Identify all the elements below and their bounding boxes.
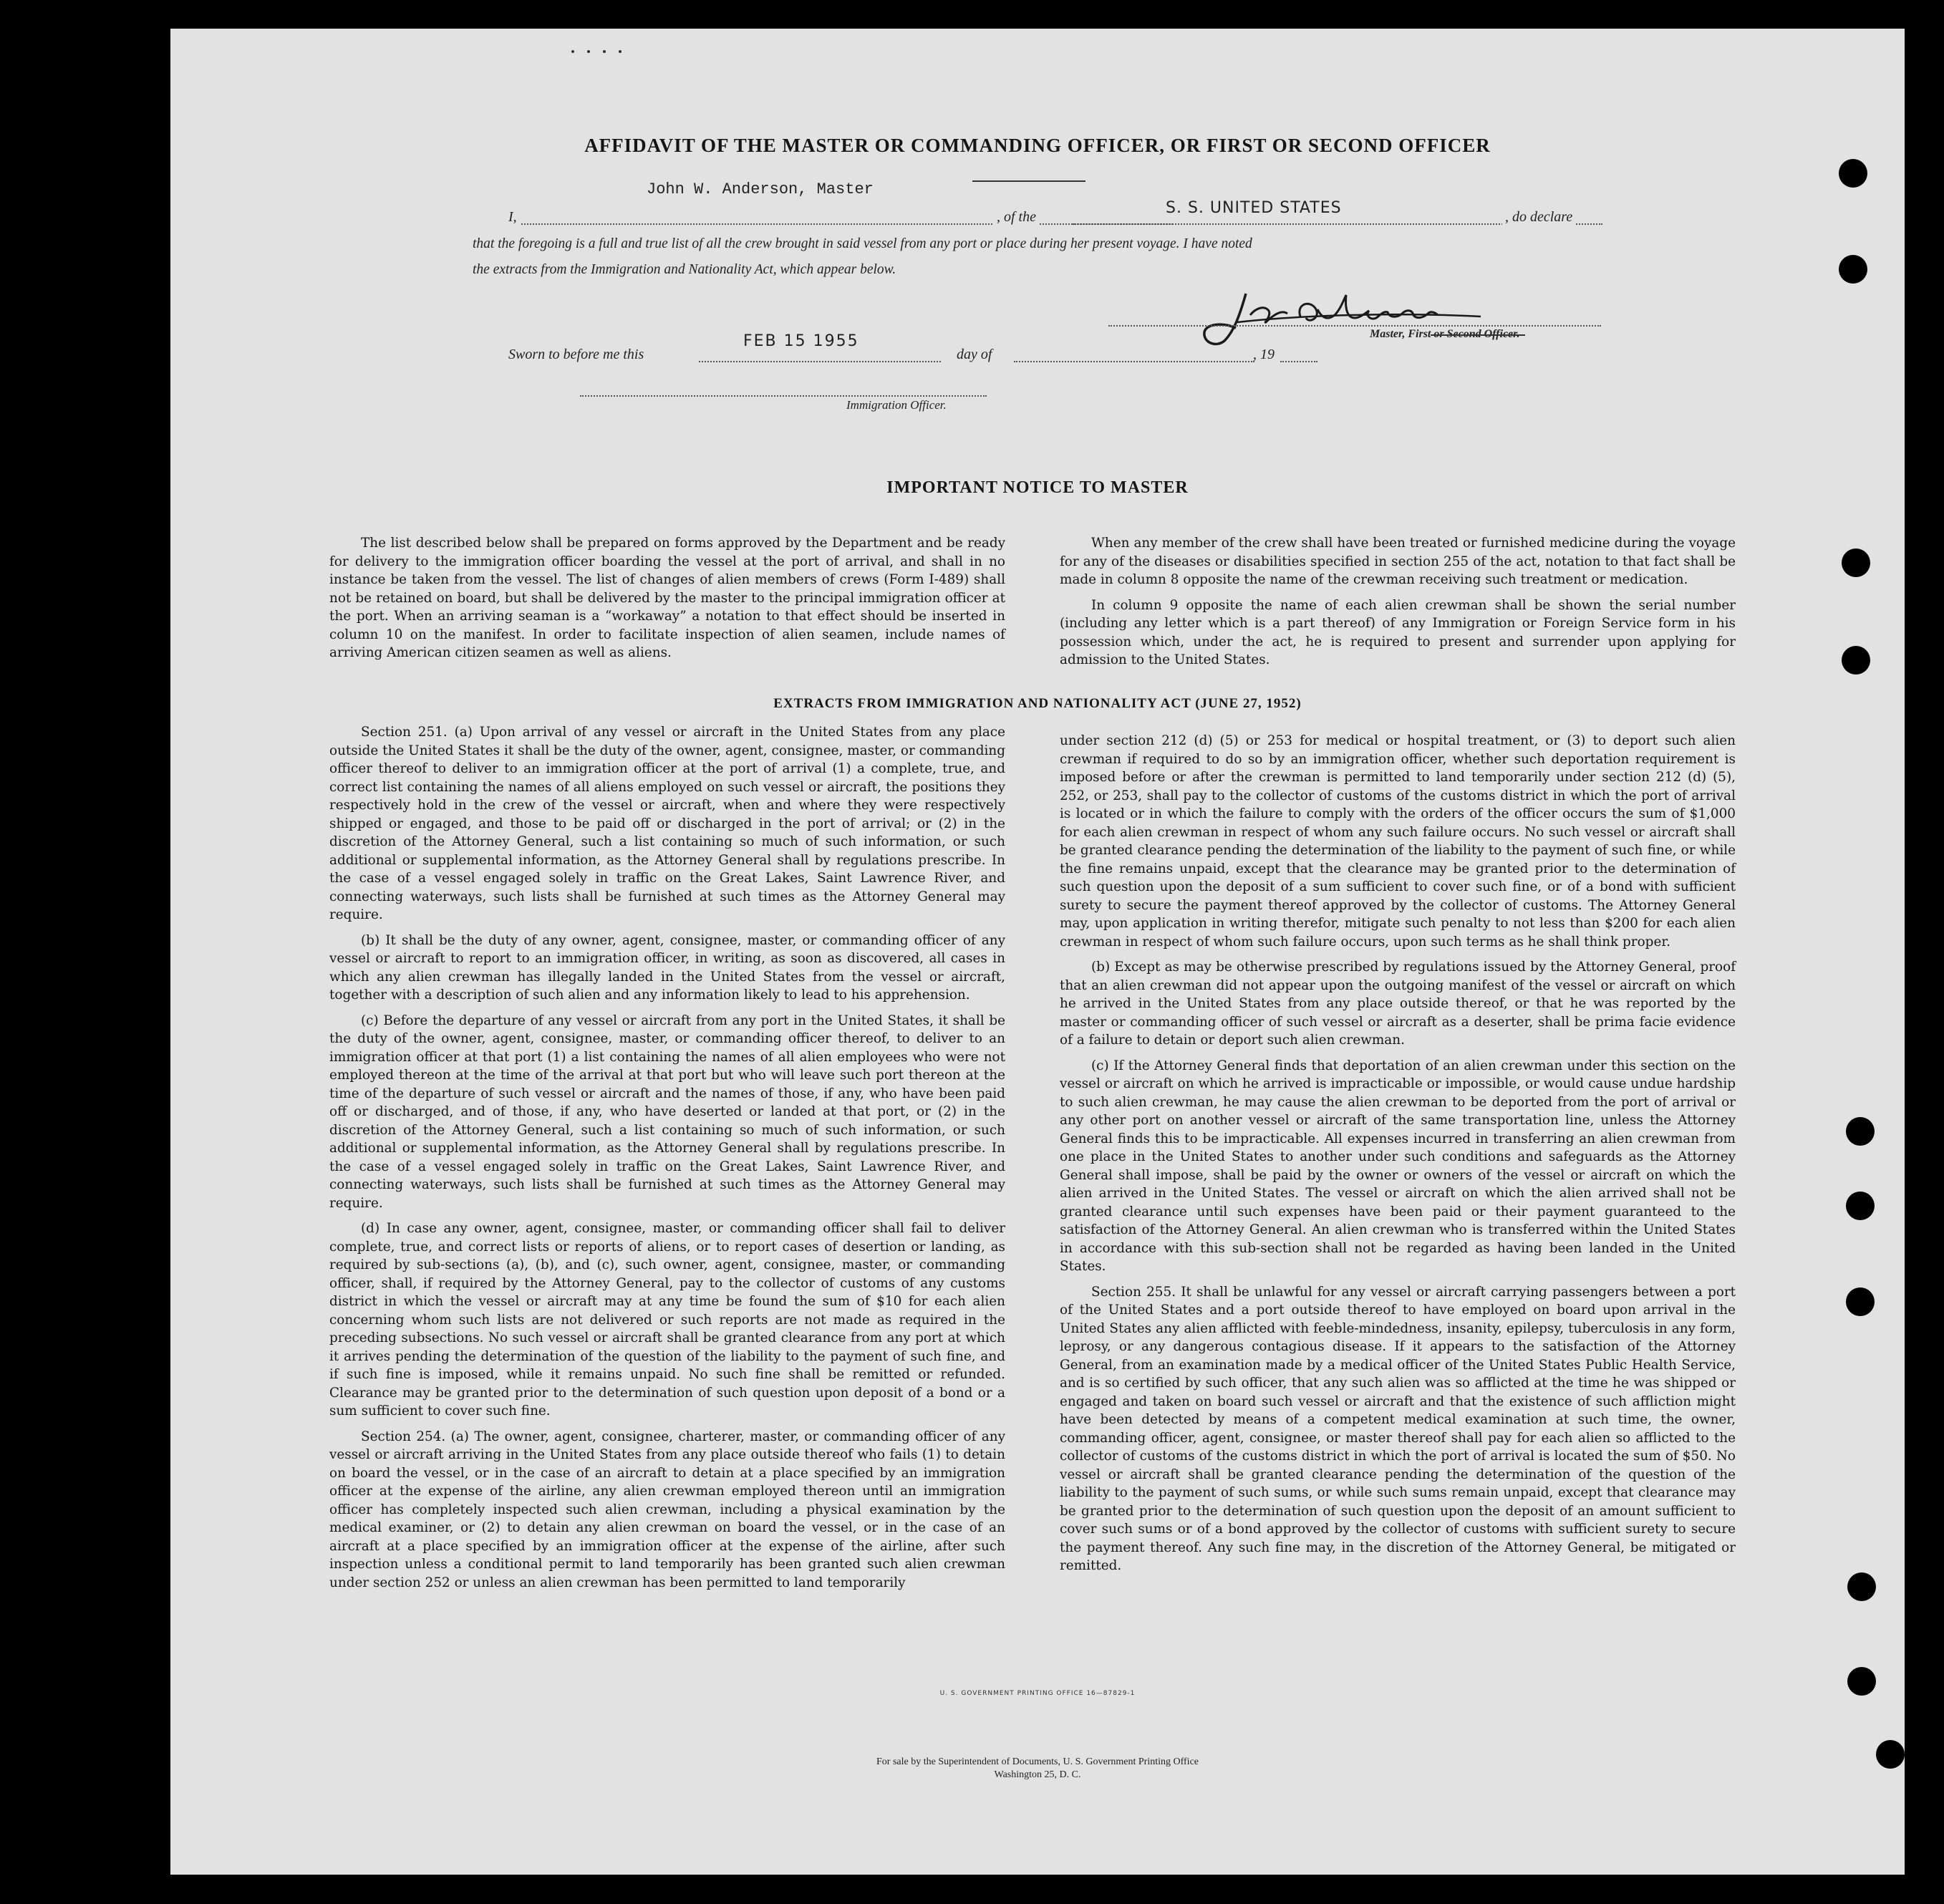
notice-left-column bbox=[329, 534, 1005, 662]
punch-hole bbox=[1876, 1740, 1905, 1769]
strikethrough-first-second-officer bbox=[1431, 334, 1525, 336]
affidavit-title: AFFIDAVIT OF THE MASTER OR COMMANDING OFFICER, OR FIRST OR SECOND OFFICER bbox=[584, 135, 1491, 156]
sale-line-1: For sale by the Superintendent of Documents, U. S. Government Printing Office bbox=[876, 1756, 1199, 1767]
of-the-label: , of the bbox=[994, 209, 1039, 226]
notice-left-paragraph: The list described below shall be prepared on forms approved by the Department and be ready for delivery to the immigration officer boarding the vessel at the port of arrival, and shall in no instance be taken from the vessel. The list of changes of alien members of crews (Form I-489) shall not be retained on board, but shall be delivered by the master to the principal immigration officer at the port. When an arriving seaman is a “workaway” a notation to that effect should be inserted in column 10 on the manifest. In order to facilitate inspection of alien seamen, include names of arriving American citizen seamen as well as aliens. bbox=[329, 536, 1005, 660]
punch-hole bbox=[1846, 1192, 1875, 1220]
section-254-a: Section 254. (a) The owner, agent, consignee, charterer, master, or commanding officer of any vessel or aircraft arriving in the United States from any place outside thereof who fails (1) to detain on board the vessel, or in the case of an aircraft to detain at a place specified by an immigration officer at the expense of the airline, any alien crewman employed thereon until an immigration officer has completely inspected such alien crewman, including a physical examination by the medical examiner, or (2) to detain any alien crewman on board the vessel, or in the case of an aircraft at a place specified by an immigration officer at the expense of the airline, after such inspection unless a conditional permit to land temporarily has been granted such alien crewman under section 252 or unless an alien crewman has been permitted to land temporarily bbox=[329, 1429, 1005, 1590]
section-251-b: (b) It shall be the duty of any owner, agent, consignee, master, or commanding officer of any vessel or aircraft to report to an immigration officer, in writing, as soon as discovered, all cases in which any alien crewman has illegally landed in the United States from the vessel or aircraft, together with a description of such alien and any information likely to lead to his apprehension. bbox=[329, 932, 1005, 1002]
master-signature bbox=[1194, 281, 1488, 352]
section-251-c: (c) Before the departure of any vessel or aircraft from any port in the United States, it shall be the duty of the owner, agent, consignee, master, or commanding officer thereof, to deliver to an immigration officer at that port (1) a list containing the names of all alien employees who were not employed thereon at the time of the arrival at that port but who will leave such port thereon at the time of the departure of such vessel or aircraft and the names of those, if any, who have been paid off or discharged, and of those, if any, who have deserted or landed at that port, or (2) in the discretion of the Attorney General, such a list containing so much of such information, or such additional or supplemental information, as the Attorney General shall by regulations prescribe. In the case of a vessel engaged solely in traffic on the Great Lakes, Saint Lawrence River, and connecting waterways, such lists shall be furnished at such times as the Attorney General may require. bbox=[329, 1013, 1005, 1211]
declaration-line-2: the extracts from the Immigration and Nationality Act, which appear below. bbox=[473, 262, 896, 277]
section-254-a-continued: under section 212 (d) (5) or 253 for medical or hospital treatment, or (3) to deport such alien crewman if required to do so by an immigration officer, whether such deportation requirement is imposed before or after the crewman is permitted to land temporarily under section 212 (d) (5), 252, or 253, shall pay to the collector of customs of the customs district in which the port of arrival is located or in which the failure to comply with the orders of the officer occurs the sum of $1,000 for each alien crewman in respect of whom any such failure occurs. No such vessel or aircraft shall be granted clearance pending the determination of the liability to the payment of such fine, or while the fine remains unpaid, except that the clearance may be granted prior to the determination of such question upon the deposit of a sum sufficient to cover such fine, or of a bond with sufficient surety to secure the payment thereof approved by the collector of customs. The Attorney General may, upon application in writing therefor, mitigate such penalty to not less than $200 for each alien crewman in respect of whom such failure occurs, upon such terms as he shall think proper. bbox=[1060, 733, 1736, 949]
signature-line bbox=[1108, 325, 1601, 327]
year-label: , 19 bbox=[1253, 347, 1275, 362]
section-254-c: (c) If the Attorney General finds that deportation of an alien crewman under this section on the vessel or aircraft on which he arrived is impracticable or impossible, or would cause undue hardship to such alien crewman, he may cause the alien crewman to be deported from the port of arrival or any other port on another vessel or aircraft of the same transportation line, unless the Attorney General finds this to be impracticable. All expenses incurred in transferring an alien crewman from one place in the United States to another under such conditions and safeguards as the Attorney General shall impose, shall be paid by the owner or owners of the vessel or aircraft on which the alien arrived in the United States. The vessel or aircraft on which the alien arrived shall not be granted clearance until such expenses have been paid or their payment guaranteed to the satisfaction of the Attorney General. An alien crewman who is transferred within the United States in accordance with this sub-section shall not be regarded as having been landed in the United States. bbox=[1060, 1058, 1736, 1274]
extracts-right-column bbox=[1060, 732, 1736, 1575]
declaration-line-1: that the foregoing is a full and true list of all the crew brought in said vessel from any port or place during her present voyage. I have noted bbox=[473, 236, 1252, 251]
punch-hole bbox=[1846, 1287, 1875, 1316]
typed-master-name: John W. Anderson, Master bbox=[647, 180, 874, 198]
master-officer-label: Master, First or Second Officer. bbox=[1370, 328, 1520, 340]
punch-hole bbox=[1847, 1667, 1876, 1696]
i-label: I, bbox=[508, 209, 517, 225]
printing-office-imprint: U. S. GOVERNMENT PRINTING OFFICE 16—87829-1 bbox=[939, 1690, 1136, 1697]
notice-heading: IMPORTANT NOTICE TO MASTER bbox=[886, 478, 1189, 497]
sworn-date-line bbox=[699, 361, 941, 362]
punch-hole bbox=[1839, 255, 1867, 284]
section-255: Section 255. It shall be unlawful for any vessel or aircraft carrying passengers between a port of the United States and a port outside thereof to have employed on board upon arrival in the United States any alien afflicted with feeble-mindedness, insanity, epilepsy, tuberculosis in any form, leprosy, or any dangerous contagious disease. If it appears to the satisfaction of the Attorney General, from an examination made by a medical officer of the United States Public Health Service, and is so certified by such officer, that any such alien was so afflicted at the time he was shipped or engaged and taken on board such vessel or aircraft and that the existence of such affliction might have been detected by means of a competent medical examination at such time, the owner, commanding officer, agent, consignee, or master thereof shall pay for each alien so afflicted to the collector of customs of the customs district in which the port of arrival is located the sum of $50. No vessel or aircraft shall be granted clearance pending the determination of the question of the liability to the payment of such sums, or while such sums remain unpaid, except that clearance may be granted prior to the determination of such question upon the deposit of an amount sufficient to cover such sums or of a bond approved by the collector of customs with sufficient surety to secure the payment thereof. Any such fine may, in the discretion of the Attorney General, be mitigated or remitted. bbox=[1060, 1284, 1736, 1573]
immigration-officer-line bbox=[580, 395, 987, 397]
extracts-heading: EXTRACTS FROM IMMIGRATION AND NATIONALITY ACT (JUNE 27, 1952) bbox=[773, 696, 1302, 711]
punch-hole bbox=[1847, 1572, 1876, 1601]
notice-right-paragraph-1: When any member of the crew shall have been treated or furnished medicine during the voyage for any of the diseases or disabilities specified in section 255 of the act, notation to that fact shall be made in column 8 opposite the name of the crewman receiving such treatment or medication. bbox=[1060, 536, 1736, 587]
title-rule bbox=[972, 180, 1085, 182]
form-page bbox=[170, 29, 1905, 1875]
year-line bbox=[1280, 361, 1317, 362]
sworn-date-stamp: FEB 15 1955 bbox=[743, 332, 859, 350]
notice-right-column bbox=[1060, 534, 1736, 670]
do-declare-label: , do declare bbox=[1502, 209, 1575, 226]
sale-line-2: Washington 25, D. C. bbox=[994, 1769, 1081, 1780]
extracts-left-column bbox=[329, 723, 1005, 1592]
punch-hole bbox=[1842, 646, 1870, 675]
vessel-name: S. S. UNITED STATES bbox=[1166, 199, 1342, 217]
notice-right-paragraph-2: In column 9 opposite the name of each alien crewman shall be shown the serial number (including any letter which is a part thereof) of any Immigration or Foreign Service form in his possession which, under the act, he is required to present and surrender upon applying for admission to the United States. bbox=[1060, 597, 1736, 667]
sworn-label: Sworn to before me this bbox=[508, 347, 644, 362]
day-of-label: day of bbox=[957, 347, 992, 362]
section-251-a: Section 251. (a) Upon arrival of any vessel or aircraft in the United States from any place outside the United States it shall be the duty of the owner, agent, consignee, master, or commanding officer thereof to deliver to an immigration officer at the port of arrival (1) a complete, true, and correct list containing the names of all aliens employed on such vessel or aircraft, the positions they respectively hold in the crew of the vessel or aircraft, when and where they were respectively shipped or engaged, and those to be paid off or discharged in the port of arrival; or (2) in the discretion of the Attorney General, such a list containing so much of such information, or such additional or supplemental information, as the Attorney General shall by regulations prescribe. In the case of a vessel engaged solely in traffic on the Great Lakes, Saint Lawrence River, and connecting waterways, such lists shall be furnished at such times as the Attorney General may require. bbox=[329, 725, 1005, 922]
month-line bbox=[1014, 361, 1254, 362]
punch-hole bbox=[1839, 159, 1867, 188]
immigration-officer-label: Immigration Officer. bbox=[846, 398, 947, 412]
section-254-b: (b) Except as may be otherwise prescribed by regulations issued by the Attorney General, proof that an alien crewman did not appear upon the outgoing manifest of the vessel or aircraft on which he arrived in the United States from any place outside thereof, or that he was reported by the master or commanding officer of such vessel or aircraft as a deserter, shall be prima facie evidence of a failure to detain or deport such alien crewman. bbox=[1060, 960, 1736, 1048]
punch-hole bbox=[1846, 1117, 1875, 1146]
section-251-d: (d) In case any owner, agent, consignee, master, or commanding officer shall fail to deliver complete, true, and correct lists or reports of aliens, or to report cases of desertion or landing, as required by sub-sections (a), (b), and (c), such owner, agent, consignee, master, or commanding officer, shall, if required by the Attorney General, pay to the collector of customs of any customs district in which the vessel or aircraft may at any time be found the sum of $10 for each alien concerning whom such lists are not delivered or such reports are not made as required in the preceding subsections. No such vessel or aircraft shall be granted clearance from any port at which it arrives pending the determination of the question of the liability to the payment of such fine, and if such fine is imposed, while it remains unpaid. No such fine shall be remitted or refunded. Clearance may be granted prior to the determination of such question upon deposit of a bond or a sum sufficient to cover such fine. bbox=[329, 1221, 1005, 1419]
punch-hole bbox=[1842, 549, 1870, 577]
